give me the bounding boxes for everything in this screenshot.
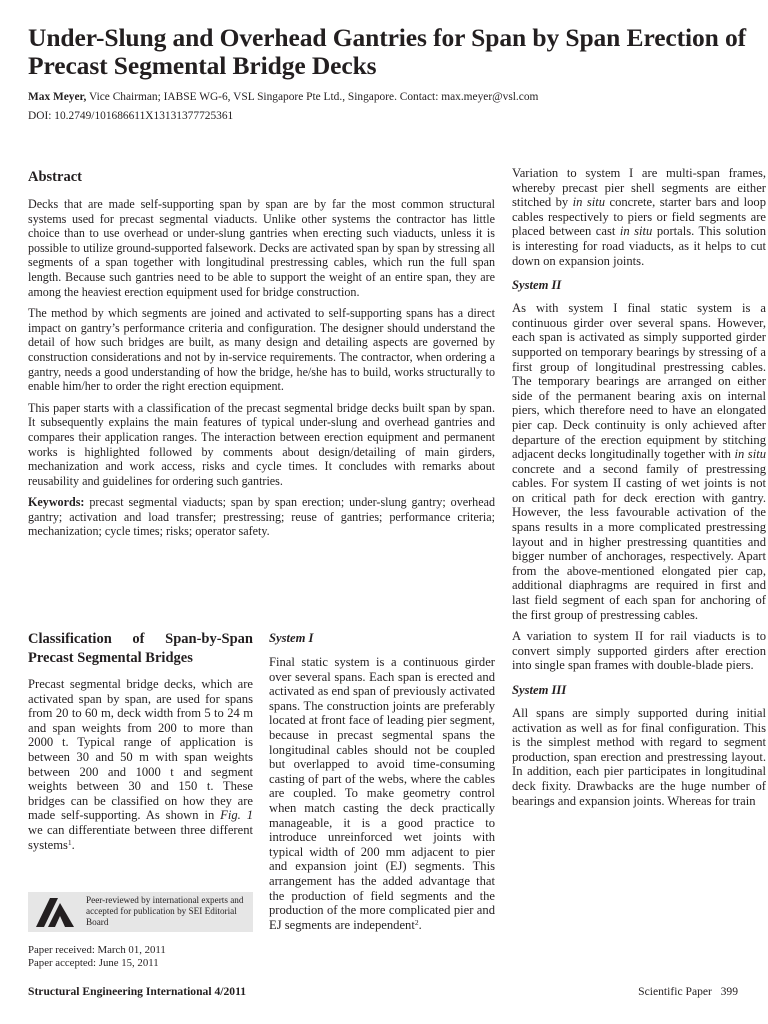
- footer-section: [594, 985, 738, 998]
- footnote-ref-1: 1: [67, 837, 72, 847]
- system1-paragraph: Final static system is a continuous girder over several spans. Each span is erected and activated as end span of previously activated spans. The construction joints are preferably located at front face of leading pier segment, because in precast segmental spans the longitudinal cables should not be coupled but overlapped to avoid time-consuming casting of part of the webs, where the cables are coupled. To make geometry control when match casting the deck practically manageable, it is a good practice to introduce unreinforced wet joints with typical width of 200 mm adjacent to pier and expansion joint (EJ) segments. This arrangement has the added advantage that the production of field segments and the production of the more complicated pier and EJ segments are independent$^2$.: [269, 655, 495, 932]
- system1-section: [269, 631, 495, 939]
- right-column: [512, 166, 766, 815]
- figure-reference: Fig. 1: [220, 808, 253, 823]
- doi: DOI: 10.2749/101686611X13131377725361: [28, 110, 234, 122]
- abstract-paragraph-3: This paper starts with a classification of the precast segmental bridge decks built span by span. It subsequently explains the main features of typical under-slung and overhead gantries and compares their application ranges. The interaction between erection equipment and permanent works is highlighted followed by comments about design/detailing of main girders, mechanization and work access, risks and cycle times. It concludes with remarks about reusability and guidelines for ordering such gantries.: [28, 400, 495, 488]
- footnote-ref-2: 2: [414, 917, 419, 927]
- abstract-paragraph-1: Decks that are made self-supporting span by span are by far the most common structural systems used for precast segmental viaducts. Unlike other systems the contractor has little choice than to use overhead or under-slung gantries when erecting such viaducts, unless it is possible to utilize ground-supported falsework. Decks are activated span by span by stressing all segments of a span together with longitudinal prestressing cables, which run the full span length. Because such gantries need to be able to support the weight of an entire span, they are among the heaviest erection equipment used for bridge construction.: [28, 197, 495, 299]
- classification-paragraph: Precast segmental bridge decks, which are activated span by span, are used for spans from 20 to 60 m, deck width from 5 to 24 m and span weights from 200 to more than 2000 t. Typical range of application is between 30 and 50 m with span weights between 200 and 1000 t and segment weights between 30 and 150 t. These bridges can be classified on how they are made self-supporting. As shown in Fig. 1 we can differentiate between three different systems$^1$.: [28, 677, 253, 852]
- date-accepted: Paper accepted: June 15, 2011: [28, 957, 159, 969]
- sei-logo-icon: [34, 895, 76, 929]
- peer-review-text: Peer-reviewed by international experts and accepted for publication by SEI Editorial Board: [86, 895, 244, 927]
- classification-heading: Classification of Span-by-Span Precast Segmental Bridges: [28, 631, 253, 666]
- page-number: 399: [720, 985, 738, 998]
- footer-section-label: Scientific Paper: [638, 985, 712, 998]
- peer-review-box: [28, 892, 253, 932]
- system2-heading: System II: [512, 278, 562, 293]
- keywords-label: Keywords:: [28, 495, 85, 510]
- date-received: Paper received: March 01, 2011: [28, 944, 166, 956]
- paper-title: Under-Slung and Overhead Gantries for Span by Span Erection of Precast Segmental Bridge Decks: [28, 23, 747, 80]
- system2-variation-paragraph: A variation to system II for rail viaducts is to convert simply supported girders after erection into single span frames with double-blade piers.: [512, 629, 766, 673]
- system3-heading: System III: [512, 683, 567, 697]
- footer-journal: Structural Engineering International 4/2011: [28, 985, 247, 998]
- abstract-section: [28, 168, 495, 546]
- classification-section: [28, 630, 253, 859]
- paper-dates: [28, 944, 166, 970]
- abstract-paragraph-2: The method by which segments are joined and activated to self-supporting spans has a direct impact on gantry’s performance criteria and configuration. The designer should understand the detail of how such bridges are built, as many design and detailing aspects are governed by construction considerations and not by in-service requirements. The contractor, when ordering a gantry, needs a good understanding of how the bridge, he/she has to build, works structurally to enable him/her to order the right erection equipment.: [28, 306, 495, 394]
- system1-variation-paragraph: Variation to system I are multi-span frames, whereby precast pier shell segments are either stitched by in situ concrete, starter bars and loop cables respectively to piers or field segments are placed between cast in situ portals. This solution is interesting for road viaducts, as it helps to cut down on expansion joints.: [512, 166, 767, 268]
- keywords-text: precast segmental viaducts; span by span erection; under-slung gantry; overhead gantry; activation and load transfer; prestressing; reuse of gantries; performance criteria; mechanization; cycle times; risks; operator safety.: [28, 495, 495, 539]
- author-name: Max Meyer,: [28, 91, 87, 103]
- abstract-heading: Abstract: [28, 169, 82, 185]
- system3-paragraph: All spans are simply supported during initial activation as well as for final configuration. This is the simplest method with regard to segment production, span erection and prestressing layout. In addition, each pier participates in longitudinal deck fixity. Drawbacks are the huge number of bearings and expansion joints. Whereas for train: [512, 706, 766, 808]
- author-line: [28, 90, 748, 104]
- system2-paragraph: As with system I final static system is a continuous girder over several spans. However, each span is activated as simply supported girder supported on temporary bearings by stressing of a first group of longitudinal prestressing cables. The temporary bearings are arranged on either side of the permanent bearing axis on internal piers, which therefore need to have an elongated pier cap. Deck continuity is only achieved after departure of the erection equipment by stitching adjacent decks longitudinally together with in situ concrete and a second family of prestressing cables. For system II casting of wet joints is not on critical path for deck erection with gantry. However, the less favourable activation of the spans results in a more complicated prestressing layout and in higher prestressing quantities and bigger number of anchorages, respectively. Apart from the above-mentioned elongated pier cap, additional diaphragms are required in first and last field segment of each span for anchoring of the first group of prestressing cables.: [512, 301, 767, 622]
- keywords: [28, 495, 495, 539]
- author-affiliation: Vice Chairman; IABSE WG-6, VSL Singapore Pte Ltd., Singapore. Contact: max.meyer@vsl.com: [86, 91, 539, 103]
- system1-heading: System I: [269, 631, 314, 645]
